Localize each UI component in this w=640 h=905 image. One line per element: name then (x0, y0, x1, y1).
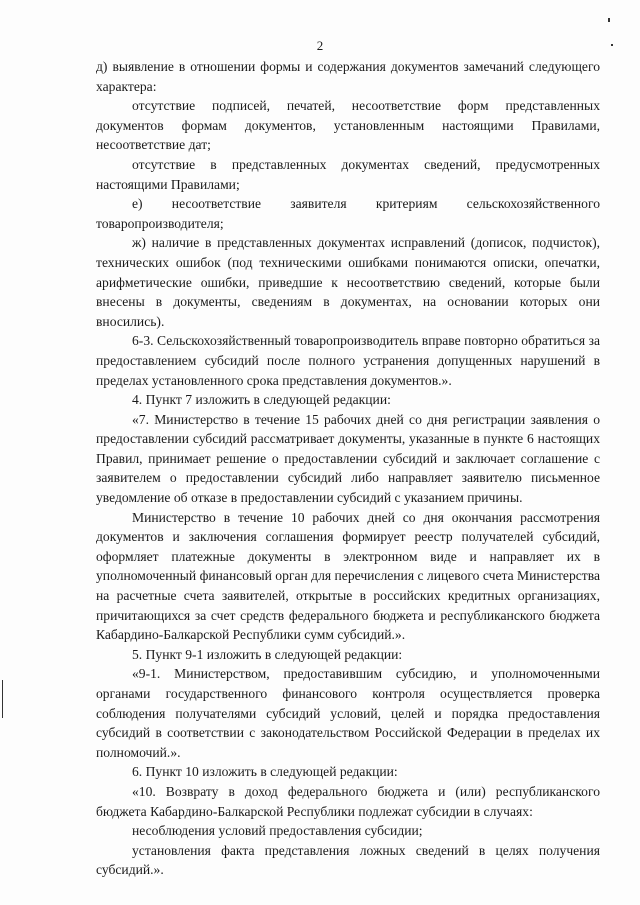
paragraph: несоблюдения условий предоставления субсидии; (132, 823, 423, 839)
scan-artifact-mark (611, 44, 613, 46)
paragraph: 4. Пункт 7 изложить в следующей редакции: (132, 392, 391, 408)
paragraph: Министерство в течение 10 рабочих дней со дня окончания рассмотрения документов и заключения соглашения формирует реестр получателей субсидий, оформляет платежные документы в электронном виде и направляет их в уполномоченный финансовый орган для перечисления с лицевого счета Министерства на расчетные счета заявителей, открытые в российских кредитных организациях, причитающихся за счет средств федерального бюджета и республиканского бюджета Кабардино-Балкарской Республики сумм субсидий.». (96, 509, 600, 643)
paragraph: 5. Пункт 9-1 изложить в следующей редакции: (132, 646, 403, 662)
paragraph: ж) наличие в представленных документах исправлений (дописок, подчисток), технических ошибок (под техническими ошибками понимаются описки, опечатки, арифметические ошибки, приведшие к несоответствию сведений, которые были внесены в документы, сведениям в документах, на основании которых они вносились). (96, 235, 600, 329)
document-body (96, 57, 600, 880)
paragraph: «10. Возврату в доход федерального бюджета и (или) республиканского бюджета Кабардино-Балкарской Республики подлежат субсидии в случаях: (96, 783, 600, 819)
scan-artifact-mark (608, 18, 610, 22)
paragraph: отсутствие подписей, печатей, несоответствие форм представленных документов формам документов, установленным настоящими Правилами, несоответствие дат; (96, 98, 600, 153)
paragraph: установления факта представления ложных сведений в целях получения субсидий.». (96, 842, 600, 878)
scan-artifact-line (2, 680, 3, 718)
paragraph: «7. Министерство в течение 15 рабочих дней со дня регистрации заявления о предоставлении субсидий рассматривает документы, указанные в пункте 6 настоящих Правил, принимает решение о предоставлении субсидий и заключает соглашение с заявителем о предоставлении субсидий либо направляет заявителю письменное уведомление об отказе в предоставлении субсидий с указанием причины. (96, 411, 600, 506)
paragraph: отсутствие в представленных документах сведений, предусмотренных настоящими Правилами; (96, 156, 600, 192)
paragraph: е) несоответствие заявителя критериям сельскохозяйственного товаропроизводителя; (96, 196, 600, 231)
paragraph: д) выявление в отношении формы и содержания документов замечаний следующего характера: (96, 59, 600, 94)
page-number: 2 (316, 38, 324, 53)
paragraph: «9-1. Министерством, предоставившим субсидию, и уполномоченными органами государственного финансового контроля осуществляется проверка соблюдения получателями субсидий условий, целей и порядка предоставления субсидий в соответствии с законодательством Российской Федерации в пределах их полномочий.». (96, 666, 600, 760)
paragraph: 6-3. Сельскохозяйственный товаропроизводитель вправе повторно обратиться за предоставлением субсидий после полного устранения допущенных нарушений в пределах установленного срока представления документов.». (96, 333, 600, 388)
paragraph: 6. Пункт 10 изложить в следующей редакции: (132, 764, 398, 780)
